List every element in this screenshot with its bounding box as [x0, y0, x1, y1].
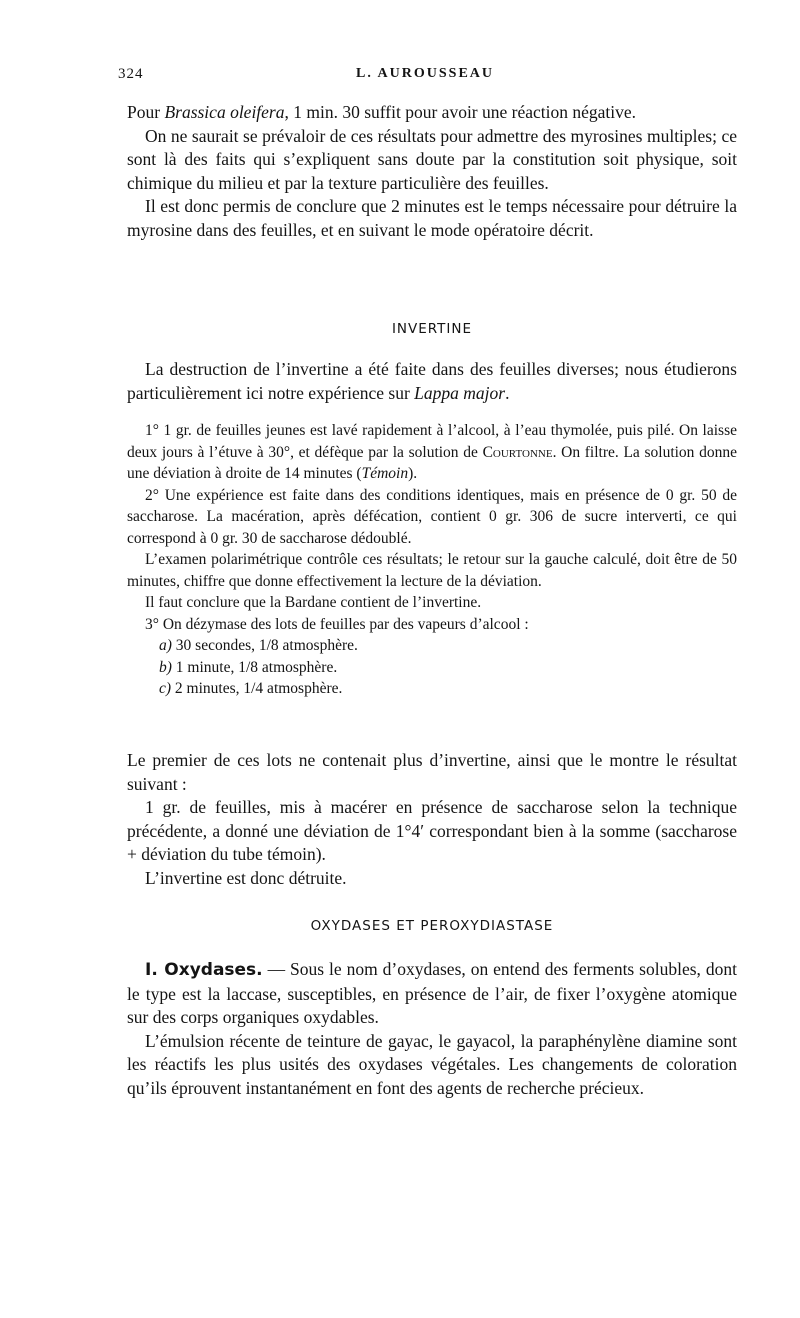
paragraph-premier-lot: Le premier de ces lots ne contenait plus d’invertine, ainsi que le montre le résultat suivant :	[127, 750, 737, 794]
page-number: 324	[118, 66, 144, 82]
paragraph-detruite: L’invertine est donc détruite.	[145, 867, 347, 888]
section-heading-invertine: INVERTINE	[391, 321, 473, 337]
paragraph-bardane: Il faut conclure que la Bardane contient de l’invertine.	[145, 594, 482, 611]
paragraph-invertine-intro: La destruction de l’invertine a été faite dans des feuilles diverses; nous étudierons particulièrement ici notre expérience sur Lappa major.	[127, 359, 737, 403]
running-title: L. AUROUSSEAU	[355, 66, 495, 81]
paragraph-myrosines: On ne saurait se prévaloir de ces résultats pour admettre des myrosines multiples; ce sont là des faits qui s’expliquent sans doute par la constitution soit physique, soit chimique du milieu et par la texture particulière des feuilles.	[127, 125, 737, 193]
paragraph-conclusion: Il est donc permis de conclure que 2 minutes est le temps nécessaire pour détruire la myrosine dans des feuilles, et en suivant le mode opératoire décrit.	[127, 196, 737, 240]
invertine-experiments	[127, 420, 737, 700]
oxydases-paragraphs	[127, 958, 737, 1100]
list-item-b: b) 1 minute, 1/8 atmosphère.	[159, 658, 338, 676]
section-heading-oxydases: OXYDASES ET PEROXYDIASTASE	[310, 918, 554, 934]
invertine-results	[127, 749, 737, 890]
paragraph-deviation: 1 gr. de feuilles, mis à macérer en présence de saccharose selon la technique précédente, a donné une déviation de 1°4′ correspondant bien à la somme (saccharose + déviation du tube témoin).	[127, 797, 737, 864]
paragraph-oxydases: I. Oxydases. — Sous le nom d’oxydases, on entend des ferments solubles, dont le type est la laccase, susceptibles, en présence de l’air, de fixer l’oxygène atomique sur des corps organiques oxydables.	[127, 959, 737, 1027]
experiment-1: 1° 1 gr. de feuilles jeunes est lavé rapidement à l’alcool, à l’eau thymolée, puis pilé. On laisse deux jours à l’étuve à 30°, et défèque par la solution de Courtonne. On filtre. La solution donne une déviation à droite de 14 minutes (Témoin).	[127, 422, 738, 482]
list-item-a: a) 30 secondes, 1/8 atmosphère.	[159, 637, 358, 654]
running-header	[118, 66, 732, 90]
invertine-intro	[127, 358, 737, 405]
paragraph-gayac: L’émulsion récente de teinture de gayac, le gayacol, la paraphénylène diamine sont les réactifs les plus usités des oxydases végétales. Les changements de coloration qu’ils éprouvent instantanément en font des agents de recherche précieux.	[127, 1030, 737, 1098]
experiment-3: 3° On dézymase des lots de feuilles par des vapeurs d’alcool :	[145, 615, 529, 633]
paragraph-polarimetrique: L’examen polarimétrique contrôle ces résultats; le retour sur la gauche calculé, doit être de 50 minutes, chiffre que donne effectivement la lecture de la déviation.	[127, 551, 737, 590]
opening-paragraphs	[127, 101, 737, 242]
experiment-2: 2° Une expérience est faite dans des conditions identiques, mais en présence de 0 gr. 50 de saccharose. La macération, après défécation, contient 0 gr. 306 de sucre interverti, ce qui correspond à 0 gr. 30 de saccharose dédoublé.	[127, 486, 737, 547]
paragraph-brassica: Pour Brassica oleifera, 1 min. 30 suffit pour avoir une réaction négative.	[127, 102, 637, 122]
list-item-c: c) 2 minutes, 1/4 atmosphère.	[159, 680, 343, 697]
